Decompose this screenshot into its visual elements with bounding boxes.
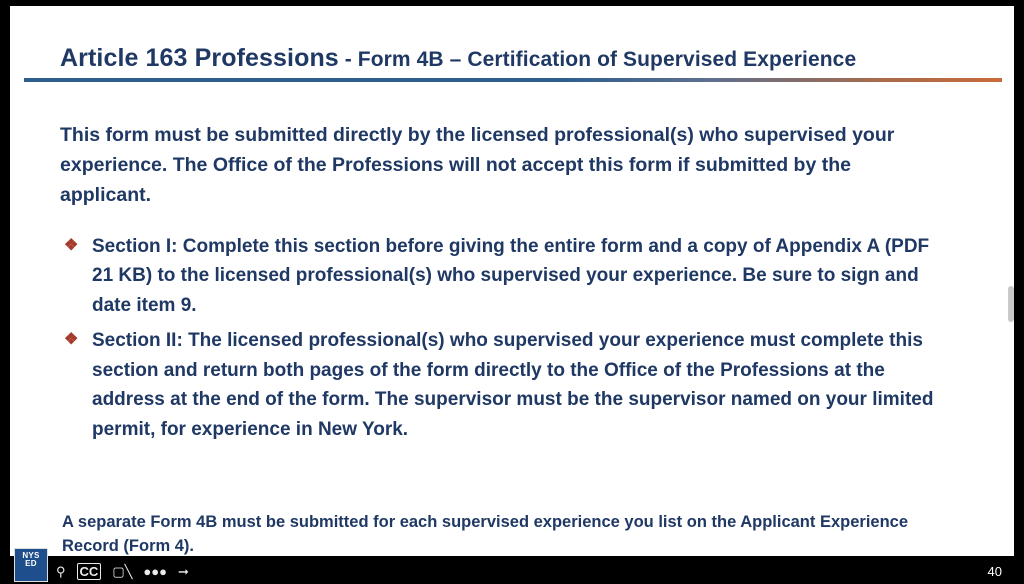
video-off-icon[interactable]: ▢╲ [112,564,133,579]
logo-line-2: ED [25,559,37,569]
next-arrow-icon[interactable]: ➞ [177,564,189,579]
page-title [60,44,980,73]
search-icon[interactable]: ⚲ [56,564,66,579]
nysed-logo [14,548,48,582]
page-number: 40 [987,564,1002,579]
scrollbar-thumb[interactable] [1008,286,1014,322]
list-item-text: Section I: Complete this section before giving the entire form and a copy of Appendix A (PDF 21 KB) to the licensed professional(s) who supervised your experience. Be sure to sign and date item 9. [92,236,930,316]
diamond-bullet-icon: ❖ [64,331,79,349]
diamond-bullet-icon: ❖ [64,237,79,254]
slide-canvas [10,6,1014,579]
intro-paragraph: This form must be submitted directly by the licensed professional(s) who supervised your experience. The Office of the Professions will not accept this form if submitted by the applicant. [60,123,895,206]
list-item-text: Section II: The licensed professional(s) who supervised your experience must complete this section and return both pages of the form directly to the Office of the Professions at the address at the end of the form. The supervisor must be the supervisor named on your limited permit, for experience in New York. [92,330,934,440]
more-options-icon[interactable]: ●●● [143,564,167,579]
list-item [62,232,942,320]
closed-captions-icon[interactable]: CC [77,563,102,580]
player-toolbar [0,551,1024,584]
title-sub-text: - Form 4B – Certification of Supervised Experience [338,48,857,71]
bullet-list [62,232,942,450]
title-main-text: Article 163 Professions [60,44,339,72]
logo-line-1: NYS [22,551,40,560]
toolbar-icon-group [56,563,189,580]
footnote-text: A separate Form 4B must be submitted for each supervised experience you list on the Applicant Experience Record (Form 4). [62,512,909,556]
list-item [62,326,942,444]
title-divider [24,78,1002,82]
